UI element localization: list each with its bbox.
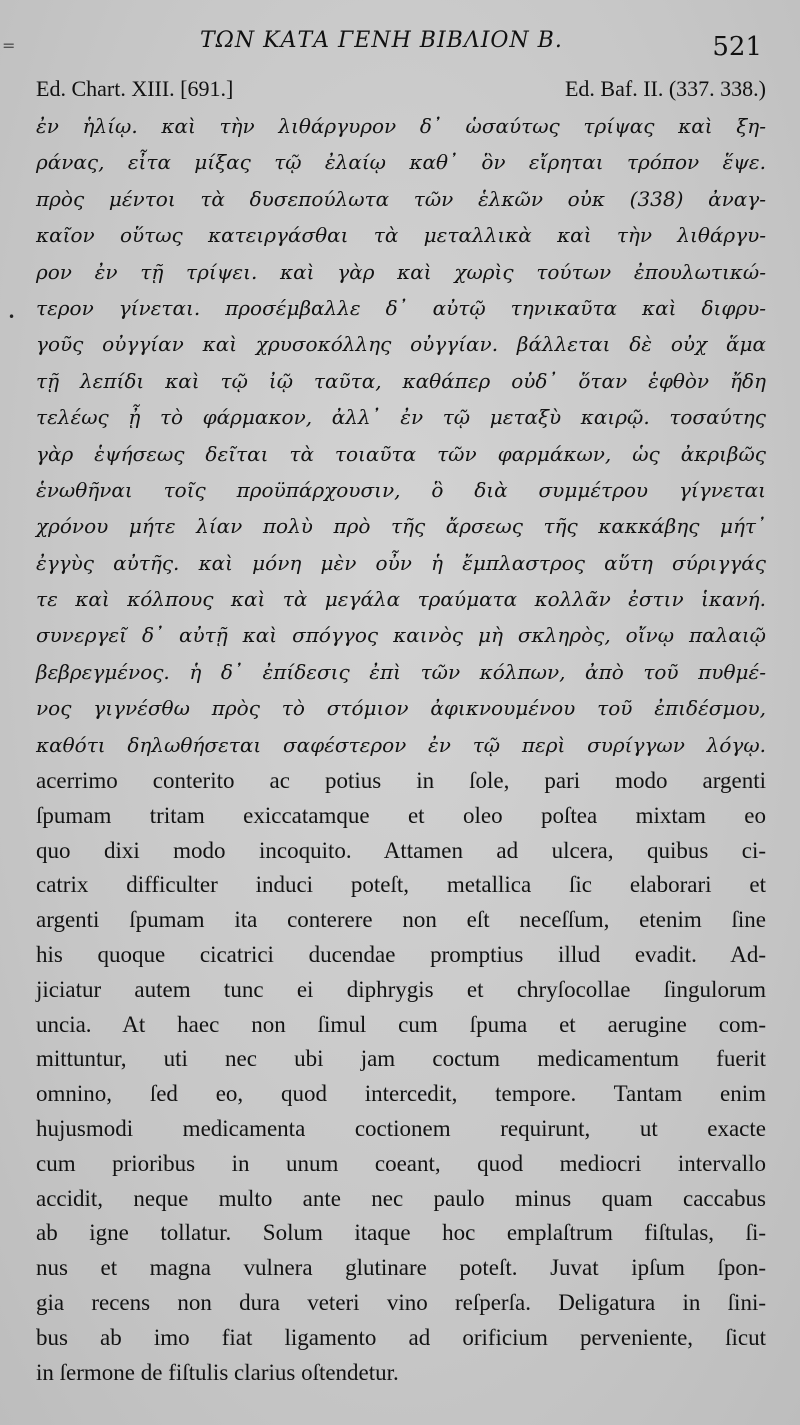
latin-line: argenti ſpumam ita conterere non eſt neceſſum, etenim ſine <box>36 907 766 933</box>
greek-line: καῖον οὕτως κατειργάσθαι τὰ μεταλλικὰ καὶ τὴν λιθάργυ- <box>36 223 766 248</box>
latin-line: quo dixi modo incoquito. Attamen ad ulcera, quibus ci- <box>36 837 766 863</box>
latin-line: catrix difficulter induci poteſt, metallica ſic elaborari et <box>36 872 766 898</box>
edge-mark: = <box>2 36 16 55</box>
latin-line: ſpumam tritam exiccatamque et oleo poſtea mixtam eo <box>36 802 766 828</box>
greek-line: βεβρεγμένος. ἡ δ᾽ ἐπίδεσις ἐπὶ τῶν κόλπων, ἀπὸ τοῦ πυθμέ- <box>36 659 766 684</box>
greek-line: νος γιγνέσθω πρὸς τὸ στόμιον ἀφικνουμένου τοῦ ἐπιδέσμου, <box>36 696 766 721</box>
greek-line: συνεργεῖ δ᾽ αὐτῇ καὶ σπόγγος καινὸς μὴ σκληρὸς, οἴνῳ παλαιῷ <box>36 623 766 648</box>
latin-line: in ſermone de fiſtulis clarius oſtendetur. <box>36 1359 399 1385</box>
greek-line: χρόνου μήτε λίαν πολὺ πρὸ τῆς ἄρσεως τῆς κακκάβης μήτ᾽ <box>36 514 766 539</box>
greek-line: ἐγγὺς αὐτῆς. καὶ μόνη μὲν οὖν ἡ ἔμπλαστρος αὕτη σύριγγάς <box>36 550 766 575</box>
greek-line: ἑνωθῆναι τοῖς προϋπάρχουσιν, ὃ διὰ συμμέτρου γίγνεται <box>36 477 766 502</box>
latin-line: hujusmodi medicamenta coctionem requirunt, ut exacte <box>36 1115 766 1141</box>
running-head: ΤΩΝ ΚΑΤΑ ΓΕΝΗ ΒΙΒΛΙΟΝ Β. <box>200 28 563 53</box>
greek-line: ρον ἐν τῇ τρίψει. καὶ γὰρ καὶ χωρὶς τούτων ἐπουλωτικώ- <box>36 259 766 284</box>
latin-line: nus et magna vulnera glutinare poteſt. Juvat ipſum ſpon- <box>36 1255 766 1281</box>
greek-line: ράνας, εἶτα μίξας τῷ ἐλαίῳ καθ᾽ ὃν εἴρηται τρόπον ἕψε. <box>36 150 766 175</box>
latin-line: his quoque cicatrici ducendae promptius illud evadit. Ad- <box>36 941 766 967</box>
latin-line: gia recens non dura veteri vino reſperſa. Deligatura in ſini- <box>36 1289 766 1315</box>
latin-line: cum prioribus in unum coeant, quod mediocri intervallo <box>36 1150 766 1176</box>
greek-line: τε καὶ κόλπους καὶ τὰ μεγάλα τραύματα κολλᾶν ἐστιν ἱκανή. <box>36 587 766 612</box>
latin-line: acerrimo conterito ac potius in ſole, pari modo argenti <box>36 768 766 793</box>
latin-line: jiciatur autem tunc ei diphrygis et chryſocollae ſingulorum <box>36 976 766 1002</box>
page-number: 521 <box>712 32 762 62</box>
greek-line: τῇ λεπίδι καὶ τῷ ἰῷ ταῦτα, καθάπερ οὐδ᾽ ὅταν ἑφθὸν ἤδη <box>36 368 766 393</box>
latin-line: omnino, ſed eo, quod intercedit, tempore. Tantam enim <box>36 1081 766 1107</box>
greek-line: τελέως ᾖ τὸ φάρμακον, ἀλλ᾽ ἐν τῷ μεταξὺ καιρῷ. τοσαύτης <box>36 405 766 430</box>
latin-line: uncia. At haec non ſimul cum ſpuma et aerugine com- <box>36 1011 766 1037</box>
edition-reference-left: Ed. Chart. XIII. [691.] <box>36 76 234 101</box>
greek-text-block <box>36 108 766 763</box>
greek-line: καθότι δηλωθήσεται σαφέστερον ἐν τῷ περὶ συρίγγων λόγῳ. <box>36 732 766 757</box>
greek-line: ἐν ἡλίῳ. καὶ τὴν λιθάργυρον δ᾽ ὡσαύτως τρίψας καὶ ξη- <box>36 114 766 138</box>
edition-reference-right: Ed. Baf. II. (337. 338.) <box>564 76 766 101</box>
latin-text-block <box>36 764 766 1390</box>
greek-line: πρὸς μέντοι τὰ δυσεπούλωτα τῶν ἑλκῶν οὐκ (338) ἀναγ- <box>36 186 766 211</box>
latin-line: bus ab imo fiat ligamento ad orificium perveniente, ſicut <box>36 1324 766 1350</box>
latin-line: ab igne tollatur. Solum itaque hoc emplaſtrum fiſtulas, ſi- <box>36 1220 766 1246</box>
margin-dot: • <box>8 310 16 324</box>
latin-line: mittuntur, uti nec ubi jam coctum medicamentum fuerit <box>36 1046 766 1072</box>
greek-line: γοῦς οὐγγίαν καὶ χρυσοκόλλης οὐγγίαν. βάλλεται δὲ οὐχ ἅμα <box>36 332 766 357</box>
latin-line: accidit, neque multo ante nec paulo minus quam caccabus <box>36 1185 766 1211</box>
greek-line: γὰρ ἑψήσεως δεῖται τὰ τοιαῦτα τῶν φαρμάκων, ὡς ἀκριβῶς <box>36 441 766 466</box>
greek-line: τερον γίνεται. προσέμβαλλε δ᾽ αὐτῷ τηνικαῦτα καὶ διφρυ- <box>36 295 766 320</box>
